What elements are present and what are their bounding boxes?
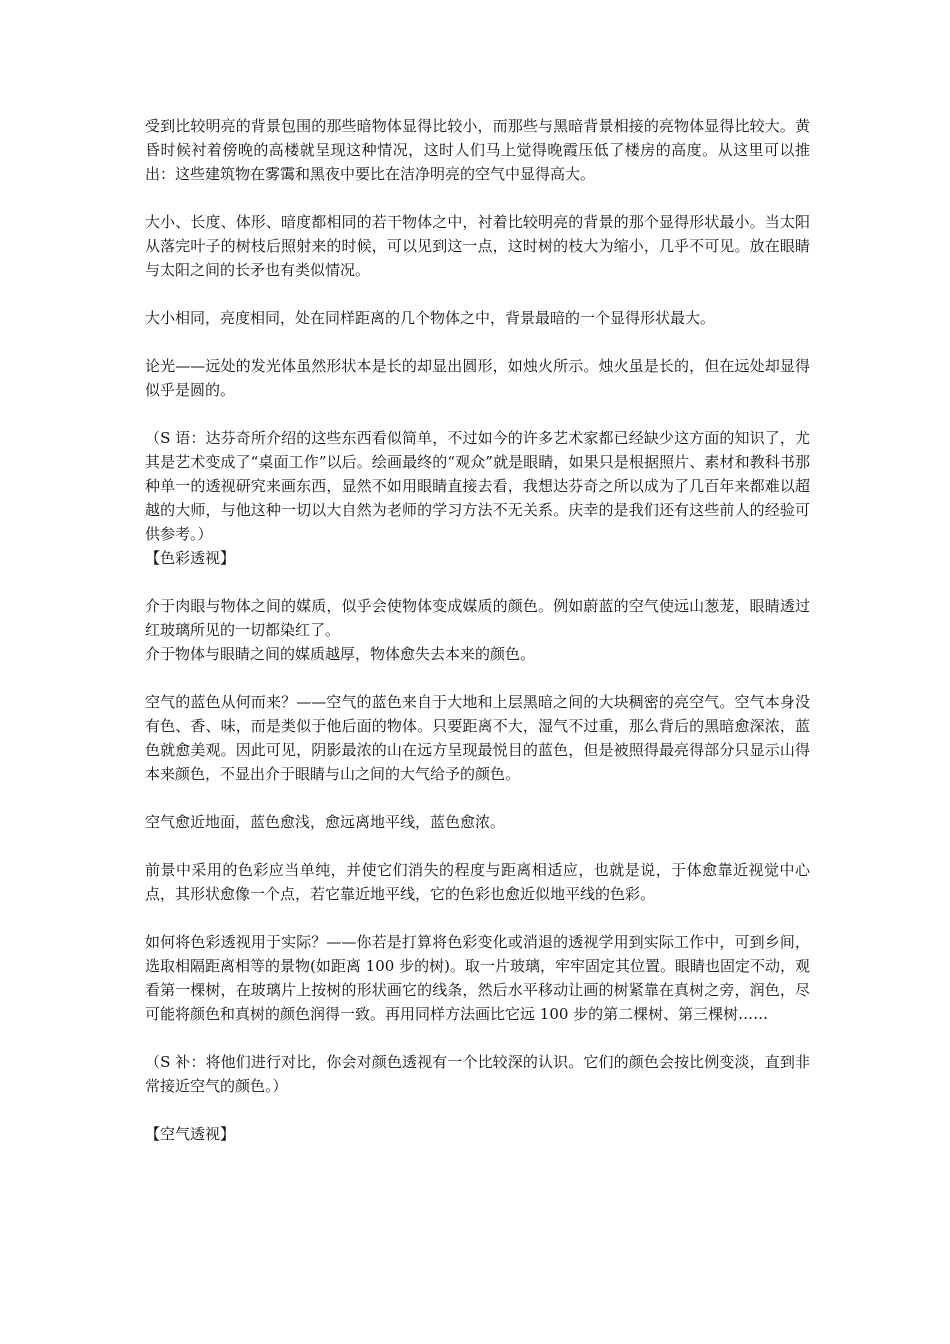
paragraph-air-near-ground: 空气愈近地面，蓝色愈浅，愈远离地平线，蓝色愈浓。 [145,813,506,831]
paragraph-on-light: 论光——远处的发光体虽然形状本是长的却显出圆形，如烛火所示。烛火虽是长的，但在远处却显得似乎是圆的。 [145,357,810,399]
paragraph-gap [145,1098,810,1122]
paragraph-bright-background-smallest: 大小、长度、体形、暗度都相同的若干物体之中，衬着比较明亮的背景的那个显得形状最小。当太阳从落完叶子的树枝后照射来的时候，可以见到这一点，这时树的枝大为缩小，几乎不可见。放在眼睛与太阳之间的长矛也有类似情况。 [145,213,810,279]
paragraph-gap [145,786,810,810]
paragraph-gap [145,666,810,690]
paragraph-s-commentary: （S 语：达芬奇所介绍的这些东西看似简单，不过如今的许多艺术家都已经缺少这方面的知识了，尤其是艺术变成了“桌面工作”以后。绘画最终的“观众”就是眼睛，如果只是根据照片、素材和教科书那种单一的透视研究来画东西，显然不如用眼睛直接去看，我想达芬奇之所以成为了几百年来都难以超越的大师，与他这种一切以大自然为老师的学习方法不无关系。庆幸的是我们还有这些前人的经验可供参考。） [145,429,810,543]
paragraph-gap [145,1026,810,1050]
paragraph-gap [145,834,810,858]
paragraph-gap [145,282,810,306]
paragraph-blue-air: 空气的蓝色从何而来？——空气的蓝色来自于大地和上层黑暗之间的大块稠密的亮空气。空气本身没有色、香、味，而是类似于他后面的物体。只要距离不大，湿气不过重，那么背后的黑暗愈深浓，蓝色就愈美观。因此可见，阴影最浓的山在远方呈现最悦目的蓝色，但是被照得最亮得部分只显示山得本来颜色，不显出介于眼睛与山之间的大气给予的颜色。 [145,693,810,783]
paragraph-s-supplement: （S 补：将他们进行对比，你会对颜色透视有一个比较深的认识。它们的颜色会按比例变淡，直到非常接近空气的颜色。） [145,1053,810,1095]
paragraph-practical-color-perspective: 如何将色彩透视用于实际？——你若是打算将色彩变化或消退的透视学用到实际工作中，可到乡间，选取相隔距离相等的景物(如距离 100 步的树)。取一片玻璃，牢牢固定其位置。眼睛也固定不动，观看第一棵树，在玻璃片上按树的形状画它的线条，然后水平移动让画的树紧靠在真树之旁，润色，尽可能将颜色和真树的颜色润得一致。再用同样方法画比它远 100 步的第二棵树、第三棵树…… [145,933,810,1023]
section-heading-color-perspective: 【色彩透视】 [145,549,236,567]
paragraph-foreground-colors: 前景中采用的色彩应当单纯，并使它们消失的程度与距离相适应，也就是说，于体愈靠近视觉中心点，其形状愈像一个点，若它靠近地平线，它的色彩也愈近似地平线的色彩。 [145,861,810,903]
paragraph-gap [145,570,810,594]
paragraph-medium-color: 介于肉眼与物体之间的媒质，似乎会使物体变成媒质的颜色。例如蔚蓝的空气使远山葱茏，眼睛透过红玻璃所见的一切都染红了。 [145,597,810,639]
paragraph-gap [145,906,810,930]
paragraph-gap [145,402,810,426]
paragraph-medium-thickness: 介于物体与眼睛之间的媒质越厚，物体愈失去本来的颜色。 [145,645,536,663]
paragraph-darkest-background-largest: 大小相同，亮度相同，处在同样距离的几个物体之中，背景最暗的一个显得形状最大。 [145,309,716,327]
document-body [145,114,810,1146]
paragraph-gap [145,186,810,210]
section-heading-aerial-perspective: 【空气透视】 [145,1125,236,1143]
paragraph-gap [145,330,810,354]
paragraph-dark-objects-bright-background: 受到比较明亮的背景包围的那些暗物体显得比较小，而那些与黑暗背景相接的亮物体显得比较大。黄昏时候衬着傍晚的高楼就呈现这种情况，这时人们马上觉得晚霞压低了楼房的高度。从这里可以推出：这些建筑物在雾霭和黑夜中要比在洁净明亮的空气中显得高大。 [145,117,810,183]
